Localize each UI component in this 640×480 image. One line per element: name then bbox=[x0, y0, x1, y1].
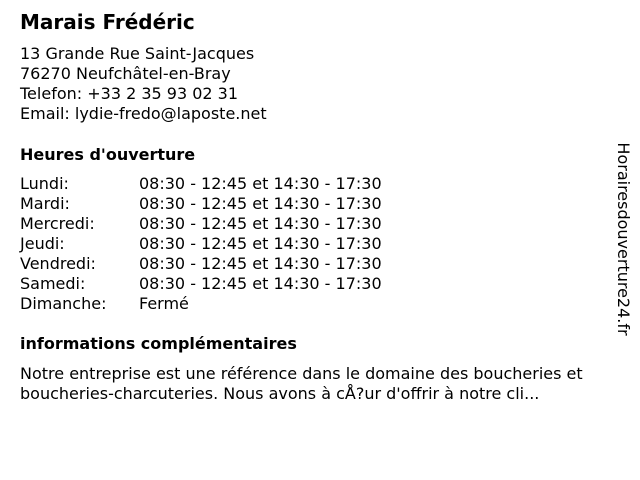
day-label: Vendredi: bbox=[20, 254, 96, 273]
hours-value: 08:30 - 12:45 et 14:30 - 17:30 bbox=[139, 194, 382, 213]
address-line-1: 13 Grande Rue Saint-Jacques bbox=[20, 44, 255, 63]
hours-value: 08:30 - 12:45 et 14:30 - 17:30 bbox=[139, 234, 382, 253]
hours-row bbox=[20, 274, 382, 294]
site-watermark: Horairesdouverture24.fr bbox=[614, 142, 633, 336]
day-label: Samedi: bbox=[20, 274, 86, 293]
hours-row bbox=[20, 294, 382, 314]
hours-value: 08:30 - 12:45 et 14:30 - 17:30 bbox=[139, 254, 382, 273]
business-name: Marais Frédéric bbox=[20, 10, 195, 34]
phone-number: Telefon: +33 2 35 93 02 31 bbox=[20, 84, 239, 103]
opening-hours-heading: Heures d'ouverture bbox=[20, 145, 196, 164]
day-label: Dimanche: bbox=[20, 294, 107, 313]
additional-info-heading: informations complémentaires bbox=[20, 334, 297, 353]
address-line-2: 76270 Neufchâtel-en-Bray bbox=[20, 64, 231, 83]
opening-hours-table bbox=[20, 174, 382, 314]
hours-value: 08:30 - 12:45 et 14:30 - 17:30 bbox=[139, 274, 382, 293]
business-description bbox=[20, 364, 632, 404]
day-label: Mercredi: bbox=[20, 214, 95, 233]
hours-value: 08:30 - 12:45 et 14:30 - 17:30 bbox=[139, 174, 382, 193]
description-line-2: boucheries-charcuteries. Nous avons à cÅ?ur d'offrir à notre cli... bbox=[20, 384, 540, 403]
day-label: Jeudi: bbox=[20, 234, 65, 253]
hours-row bbox=[20, 214, 382, 234]
hours-value: 08:30 - 12:45 et 14:30 - 17:30 bbox=[139, 214, 382, 233]
description-line-1: Notre entreprise est une référence dans le domaine des boucheries et bbox=[20, 364, 583, 383]
hours-row bbox=[20, 234, 382, 254]
email-address: Email: lydie-fredo@laposte.net bbox=[20, 104, 267, 123]
hours-row bbox=[20, 194, 382, 214]
contact-block bbox=[20, 44, 267, 124]
hours-row bbox=[20, 254, 382, 274]
day-label: Mardi: bbox=[20, 194, 70, 213]
day-label: Lundi: bbox=[20, 174, 69, 193]
hours-value: Fermé bbox=[139, 294, 189, 313]
hours-row bbox=[20, 174, 382, 194]
